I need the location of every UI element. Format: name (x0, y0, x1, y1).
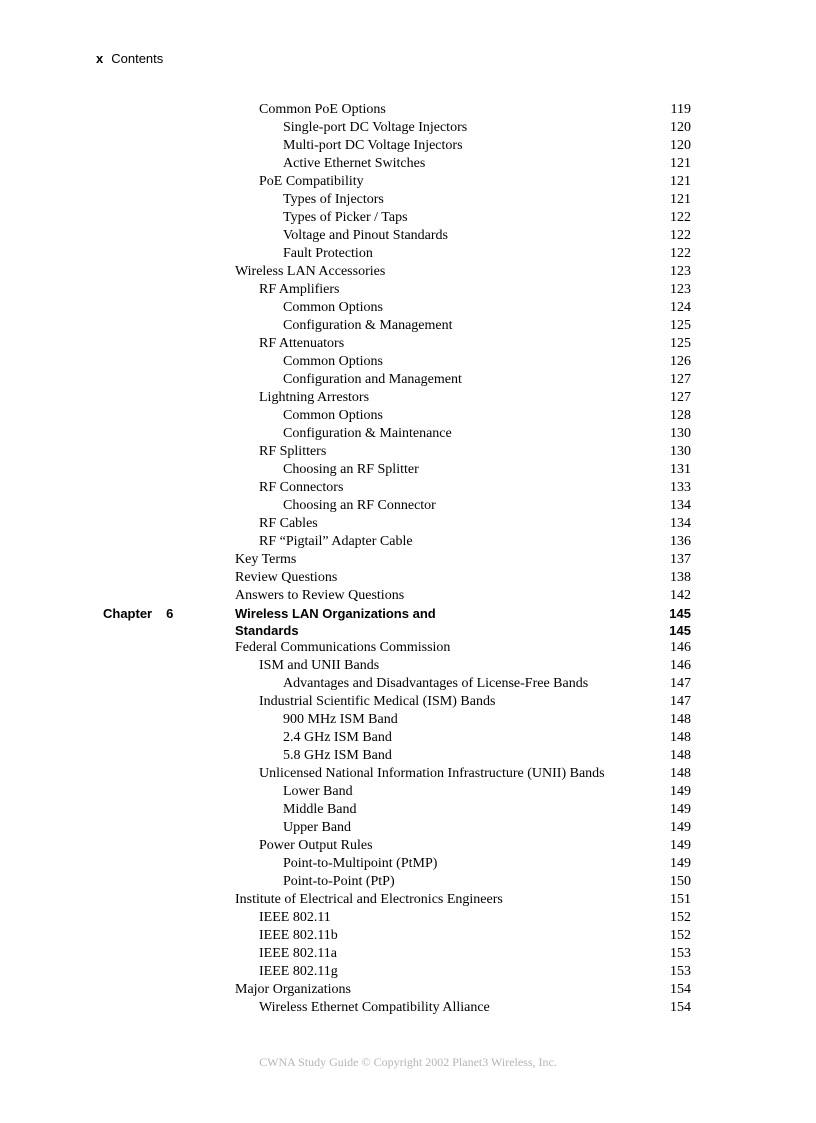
toc-entry-page: 122 (670, 246, 691, 261)
toc-entry (0, 587, 816, 605)
toc-entry (0, 515, 816, 533)
toc-entry-page: 127 (670, 372, 691, 387)
toc-entry (0, 837, 816, 855)
toc-entry-title: Standards (235, 623, 299, 638)
toc-entry-page: 126 (670, 354, 691, 369)
toc-entry (0, 155, 816, 173)
toc-entry (0, 389, 816, 407)
toc-entry-page: 152 (670, 910, 691, 925)
toc-entry-page: 130 (670, 426, 691, 441)
toc-entry-title: Power Output Rules (259, 838, 373, 853)
toc-entry-title: Unlicensed National Information Infrastructure (UNII) Bands (259, 766, 605, 781)
toc-entry-title: Common Options (283, 408, 383, 423)
toc-entry (0, 173, 816, 191)
toc-entry-page: 148 (670, 748, 691, 763)
toc-entry-page: 154 (670, 1000, 691, 1015)
toc-entry-page: 138 (670, 570, 691, 585)
toc-entry-page: 130 (670, 444, 691, 459)
toc-entry-page: 120 (670, 138, 691, 153)
toc-entry-page: 147 (670, 676, 691, 691)
toc-entry-title: Lightning Arrestors (259, 390, 370, 405)
toc-entry (0, 281, 816, 299)
toc-entry-page: 149 (670, 802, 691, 817)
toc-entry-page: 125 (670, 318, 691, 333)
toc-entry-title: Wireless Ethernet Compatibility Alliance (259, 1000, 490, 1015)
toc-entry-title: Types of Injectors (283, 192, 384, 207)
toc-entry-page: 149 (670, 784, 691, 799)
toc-entry-title: RF Splitters (259, 444, 327, 459)
toc-entry-page: 120 (670, 120, 691, 135)
toc-entry (0, 747, 816, 765)
toc-entry-title: Wireless LAN Organizations and (235, 606, 436, 621)
toc-entry (0, 101, 816, 119)
toc-entry (0, 245, 816, 263)
toc-entry-page: 134 (670, 516, 691, 531)
toc-entry-title: 900 MHz ISM Band (283, 712, 398, 727)
toc-entry-title: Federal Communications Commission (235, 640, 451, 655)
toc-entry-title: RF Attenuators (259, 336, 345, 351)
toc-entry-page: 121 (670, 192, 691, 207)
toc-entry-title: Institute of Electrical and Electronics Engineers (235, 892, 503, 907)
toc-entry (0, 783, 816, 801)
toc-entry-title: Upper Band (283, 820, 352, 835)
toc-entry-page: 134 (670, 498, 691, 513)
toc-chapter-entry (0, 622, 816, 639)
toc-entry-title: Wireless LAN Accessories (235, 264, 386, 279)
page-header (96, 51, 163, 66)
toc-entry (0, 927, 816, 945)
toc-entry-page: 125 (670, 336, 691, 351)
toc-entry (0, 891, 816, 909)
toc-entry (0, 657, 816, 675)
toc-entry-page: 121 (670, 174, 691, 189)
toc-entry-page: 127 (670, 390, 691, 405)
toc-entry-page: 133 (670, 480, 691, 495)
toc-entry (0, 263, 816, 281)
toc-entry-title: RF Amplifiers (259, 282, 340, 297)
toc-entry (0, 119, 816, 137)
toc-entry-title: Single-port DC Voltage Injectors (283, 120, 468, 135)
toc-entry-title: RF “Pigtail” Adapter Cable (259, 534, 413, 549)
toc-entry-page: 122 (670, 228, 691, 243)
toc-entry (0, 209, 816, 227)
toc-entry (0, 425, 816, 443)
toc-entry-title: Industrial Scientific Medical (ISM) Bands (259, 694, 496, 709)
toc-entry-title: Point-to-Multipoint (PtMP) (283, 856, 438, 871)
toc-entry-page: 119 (670, 102, 691, 117)
toc-entry (0, 497, 816, 515)
toc-chapter-entry (0, 605, 816, 622)
toc-entry-page: 121 (670, 156, 691, 171)
toc-entry (0, 407, 816, 425)
table-of-contents (0, 101, 816, 1017)
toc-entry-page: 145 (669, 606, 691, 621)
toc-entry-page: 146 (670, 640, 691, 655)
toc-entry-page: 152 (670, 928, 691, 943)
toc-entry (0, 479, 816, 497)
toc-entry-title: Advantages and Disadvantages of License-Free Bands (283, 676, 589, 691)
toc-entry-title: Voltage and Pinout Standards (283, 228, 449, 243)
toc-entry-title: IEEE 802.11b (259, 928, 338, 943)
toc-entry-title: 2.4 GHz ISM Band (283, 730, 392, 745)
toc-entry-title: Choosing an RF Splitter (283, 462, 419, 477)
toc-entry-title: PoE Compatibility (259, 174, 364, 189)
toc-entry-title: Configuration & Maintenance (283, 426, 452, 441)
toc-entry-page: 146 (670, 658, 691, 673)
toc-entry (0, 227, 816, 245)
toc-entry-title: Types of Picker / Taps (283, 210, 408, 225)
toc-entry-page: 153 (670, 964, 691, 979)
toc-entry (0, 729, 816, 747)
toc-entry-title: IEEE 802.11a (259, 946, 338, 961)
header-title: Contents (111, 51, 164, 66)
toc-entry-page: 148 (670, 766, 691, 781)
toc-entry-title: RF Cables (259, 516, 318, 531)
toc-entry-page: 128 (670, 408, 691, 423)
toc-entry-page: 154 (670, 982, 691, 997)
toc-entry (0, 711, 816, 729)
toc-entry (0, 765, 816, 783)
toc-entry (0, 299, 816, 317)
toc-entry-page: 123 (670, 282, 691, 297)
toc-entry-title: Multi-port DC Voltage Injectors (283, 138, 463, 153)
toc-entry (0, 819, 816, 837)
toc-entry-page: 148 (670, 730, 691, 745)
toc-entry-title: RF Connectors (259, 480, 344, 495)
toc-entry-page: 147 (670, 694, 691, 709)
toc-entry-title: Active Ethernet Switches (283, 156, 426, 171)
toc-entry-page: 150 (670, 874, 691, 889)
toc-entry-page: 149 (670, 838, 691, 853)
page-footer: CWNA Study Guide © Copyright 2002 Planet3 Wireless, Inc. (259, 1055, 557, 1069)
toc-entry (0, 981, 816, 999)
toc-entry-page: 145 (669, 623, 691, 638)
toc-entry-page: 136 (670, 534, 691, 549)
toc-entry (0, 569, 816, 587)
toc-entry-title: IEEE 802.11 (259, 910, 331, 925)
toc-entry (0, 945, 816, 963)
toc-entry-title: ISM and UNII Bands (259, 658, 380, 673)
toc-entry-page: 131 (670, 462, 691, 477)
toc-entry-title: IEEE 802.11g (259, 964, 338, 979)
page-number-roman: x (96, 51, 104, 66)
toc-entry (0, 963, 816, 981)
toc-entry-page: 122 (670, 210, 691, 225)
toc-entry (0, 693, 816, 711)
toc-entry-page: 142 (670, 588, 691, 603)
toc-entry-title: Choosing an RF Connector (283, 498, 436, 513)
toc-entry (0, 353, 816, 371)
toc-entry-title: Point-to-Point (PtP) (283, 874, 395, 889)
toc-entry-title: Common PoE Options (259, 102, 386, 117)
toc-entry (0, 855, 816, 873)
toc-entry-title: Answers to Review Questions (235, 588, 405, 603)
toc-entry-title: Lower Band (283, 784, 353, 799)
toc-entry (0, 909, 816, 927)
chapter-number: 6 (166, 606, 174, 621)
toc-entry-title: 5.8 GHz ISM Band (283, 748, 392, 763)
toc-entry (0, 137, 816, 155)
toc-entry (0, 191, 816, 209)
toc-entry-page: 123 (670, 264, 691, 279)
toc-entry-title: Review Questions (235, 570, 338, 585)
toc-entry-title: Configuration & Management (283, 318, 453, 333)
toc-entry (0, 335, 816, 353)
toc-entry-page: 148 (670, 712, 691, 727)
toc-entry-page: 149 (670, 856, 691, 871)
toc-entry (0, 533, 816, 551)
toc-entry (0, 317, 816, 335)
toc-entry-title: Key Terms (235, 552, 297, 567)
chapter-word: Chapter (103, 606, 153, 621)
toc-entry-page: 137 (670, 552, 691, 567)
chapter-label (103, 605, 173, 622)
toc-entry-page: 149 (670, 820, 691, 835)
toc-entry (0, 801, 816, 819)
toc-entry-title: Common Options (283, 354, 383, 369)
toc-entry (0, 461, 816, 479)
toc-entry-title: Common Options (283, 300, 383, 315)
toc-entry (0, 639, 816, 657)
toc-entry (0, 675, 816, 693)
toc-entry-title: Configuration and Management (283, 372, 462, 387)
toc-entry-title: Major Organizations (235, 982, 351, 997)
toc-entry-title: Fault Protection (283, 246, 373, 261)
toc-entry (0, 999, 816, 1017)
toc-entry-page: 153 (670, 946, 691, 961)
toc-entry (0, 371, 816, 389)
toc-entry-page: 124 (670, 300, 691, 315)
toc-entry (0, 551, 816, 569)
toc-entry-title: Middle Band (283, 802, 357, 817)
toc-entry (0, 443, 816, 461)
toc-entry-page: 151 (670, 892, 691, 907)
toc-entry (0, 873, 816, 891)
